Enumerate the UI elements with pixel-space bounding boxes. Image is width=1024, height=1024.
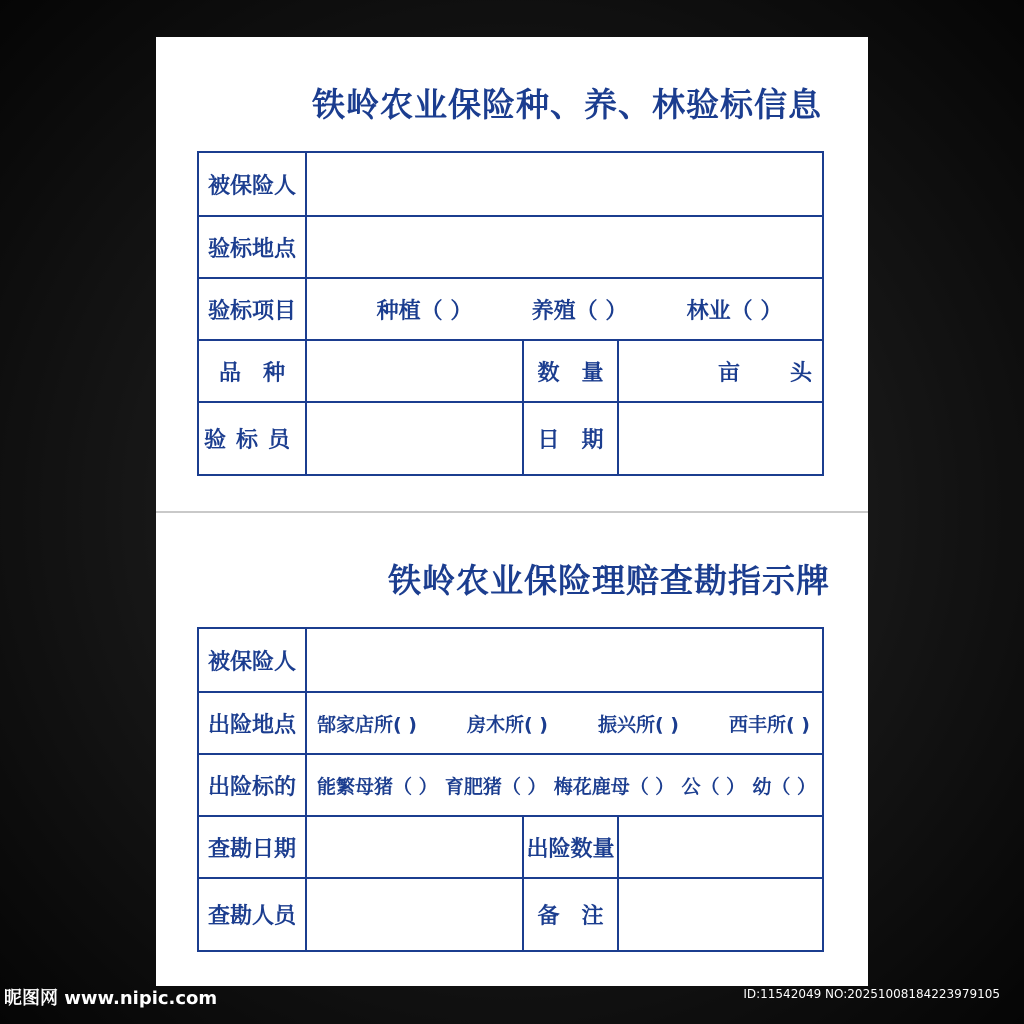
quantity-field[interactable] bbox=[617, 341, 822, 401]
surveyor-label: 查勘人员 bbox=[207, 904, 296, 929]
variety-field[interactable] bbox=[305, 341, 522, 401]
breeding-option[interactable]: 养殖（ ） bbox=[531, 298, 628, 324]
insured-field[interactable] bbox=[305, 153, 822, 215]
loss-qty-field[interactable] bbox=[617, 817, 822, 877]
item-label: 验标项目 bbox=[207, 298, 296, 324]
insured-label: 被保险人 bbox=[207, 649, 296, 675]
inspection-table bbox=[197, 151, 824, 476]
table-row bbox=[199, 815, 822, 877]
loss-qty-label: 出险数量 bbox=[522, 817, 617, 877]
date-field[interactable] bbox=[617, 403, 822, 474]
unit-tou: 头 bbox=[789, 360, 812, 386]
site-label: 验标地点 bbox=[207, 236, 296, 262]
table-row bbox=[199, 277, 822, 339]
survey-date-field[interactable] bbox=[305, 817, 522, 877]
target-option[interactable]: 育肥猪（ ） bbox=[444, 775, 547, 798]
table-row bbox=[199, 691, 822, 753]
variety-label: 品 种 bbox=[218, 360, 285, 386]
card-title: 铁岭农业保险理赔查勘指示牌 bbox=[388, 561, 830, 600]
card-title: 铁岭农业保险种、养、林验标信息 bbox=[312, 85, 822, 124]
loss-target-label: 出险标的 bbox=[207, 774, 296, 800]
claim-survey-card bbox=[156, 513, 868, 986]
inspection-info-card bbox=[156, 37, 868, 511]
target-option[interactable]: 能繁母猪（ ） bbox=[317, 775, 438, 798]
target-option[interactable]: 梅花鹿母（ ） bbox=[553, 775, 675, 798]
id-watermark: ID:11542049 NO:20251008184223979105 bbox=[743, 987, 1000, 1001]
planting-option[interactable]: 种植（ ） bbox=[376, 298, 473, 324]
unit-mu: 亩 bbox=[717, 360, 740, 386]
target-option[interactable]: 公（ ） bbox=[681, 775, 746, 798]
loss-target-options[interactable] bbox=[305, 755, 822, 815]
table-row bbox=[199, 215, 822, 277]
loss-site-label: 出险地点 bbox=[207, 712, 296, 738]
location-option[interactable]: 房木所( ) bbox=[467, 713, 548, 736]
table-row bbox=[199, 753, 822, 815]
location-option[interactable]: 郜家店所( ) bbox=[317, 713, 417, 736]
inspector-field[interactable] bbox=[305, 403, 522, 474]
table-row bbox=[199, 877, 822, 950]
table-row bbox=[199, 401, 822, 474]
survey-date-label: 查勘日期 bbox=[207, 836, 296, 862]
table-row bbox=[199, 153, 822, 215]
insured-field[interactable] bbox=[305, 629, 822, 691]
location-option[interactable]: 西丰所( ) bbox=[729, 713, 810, 736]
table-row bbox=[199, 629, 822, 691]
surveyor-field[interactable] bbox=[305, 879, 522, 950]
target-option[interactable]: 幼（ ） bbox=[752, 775, 816, 798]
site-field[interactable] bbox=[305, 217, 822, 277]
remarks-label: 备 注 bbox=[522, 879, 617, 950]
survey-table bbox=[197, 627, 824, 952]
location-option[interactable]: 振兴所( ) bbox=[598, 713, 679, 736]
site-watermark: 昵图网 www.nipic.com bbox=[4, 988, 218, 1009]
item-options[interactable] bbox=[305, 279, 822, 339]
loss-site-options[interactable] bbox=[305, 693, 822, 753]
remarks-field[interactable] bbox=[617, 879, 822, 950]
table-row bbox=[199, 339, 822, 401]
forestry-option[interactable]: 林业（ ） bbox=[686, 298, 783, 324]
date-label: 日 期 bbox=[522, 403, 617, 474]
quantity-label: 数 量 bbox=[522, 341, 617, 401]
inspector-label: 验标员 bbox=[203, 428, 300, 453]
insured-label: 被保险人 bbox=[207, 173, 296, 199]
